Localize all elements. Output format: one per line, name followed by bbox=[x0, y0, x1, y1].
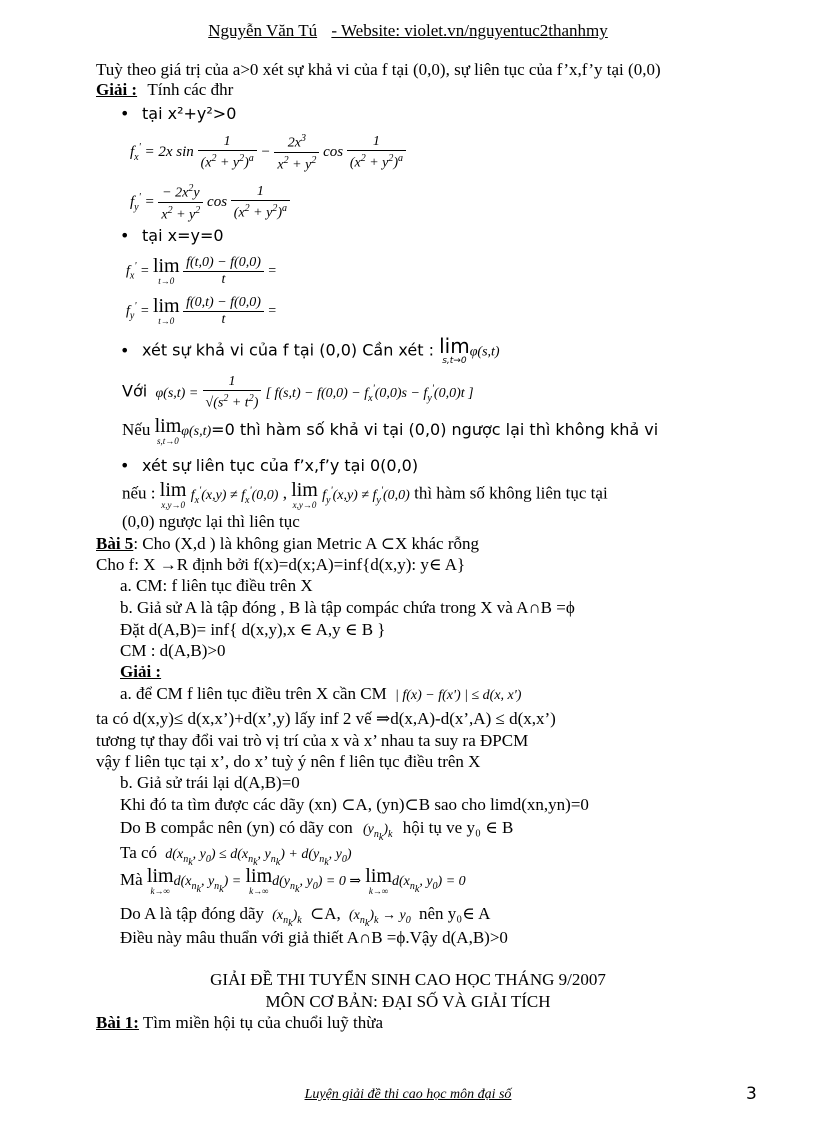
problem5-solution-label: Giải : bbox=[120, 662, 162, 681]
header-author: Nguyễn Văn Tú bbox=[208, 21, 318, 40]
sol-b-l5: Mà lim k→∞ $d(x_{n_k}$, $y_{n_k}$) = lim k→∞ $d(y_{n_k}$, $y_0) = 0$ ⇒ lim k→∞ $d(x_{n_k}$, $y_0) = 0$ bbox=[120, 865, 466, 897]
sol-b-l1: b. Giả sử trái lại d(A,B)=0 bbox=[120, 773, 300, 792]
neu2-continuation: (0,0) ngược lại thì liên tục bbox=[122, 512, 300, 531]
sol-b-l3-tail: hội tụ ve y₀ ∈ B bbox=[402, 818, 514, 837]
sol-b-l3-text: Do B compắc nên (yn) có dãy con bbox=[120, 818, 353, 837]
bai1-line bbox=[96, 1013, 383, 1033]
section-title-2: MÔN CƠ BẢN: ĐẠI SỐ VÀ GIẢI TÍCH bbox=[265, 992, 551, 1011]
case1-bullet: • tại x²+y²>0 bbox=[120, 104, 237, 123]
sol-b-l4: Ta có $d(x_{n_k}$, $y_0) \le d(x_{n_k}$, $y_{n_k}) + d(y_{n_k}$, $y_0$) bbox=[120, 843, 352, 868]
case1-text: tại x²+y²>0 bbox=[142, 104, 237, 123]
formula-fy-partial: $f_y'$ = $\frac{- 2x^2y}{x^2 + y^2}$ cos $\frac{1}{(x^2 + y^2)^a}$ bbox=[130, 178, 290, 228]
problem5-text: : Cho (X,d ) là không gian Metric A ⊂X khác rỗng bbox=[133, 534, 479, 553]
bullet3-text: xét sự khả vi của f tại (0,0) Cần xét : bbox=[142, 340, 434, 360]
formula-fy-limit: $f_y'$ = lim t→0 $\frac{f(0,t) - f(0,0)}{t}$ = bbox=[126, 294, 277, 327]
solution-label: Giải : bbox=[96, 80, 138, 99]
problem5-label: Bài 5 bbox=[96, 534, 134, 553]
problem5-item-b: b. Giả sử A là tập đóng , B là tập compác chứa trong X và A∩B =ϕ bbox=[120, 598, 575, 617]
sol-b-l2: Khi đó ta tìm được các dãy (xn) ⊂A, (yn)⊂B sao cho limd(xn,yn)=0 bbox=[120, 795, 589, 814]
formula-fx-partial: $f_x' = 2x$ sin $\frac{1}{(x^2 + y^2)^a}$ − $\frac{2x^3}{x^2 + y^2}$ cos $\frac{1}{(x^2 + y^2)^a}$ bbox=[130, 128, 406, 178]
sol-b-l7: Điều này mâu thuẩn với giả thiết A∩B =ϕ.Vậy d(A,B)>0 bbox=[120, 928, 508, 947]
sol-a-l2: tương tự thay đổi vai trò vị trí của x và x’ nhau ta suy ra ĐPCM bbox=[96, 731, 529, 750]
neu2-conclusion: thì hàm số không liên tục tại bbox=[414, 483, 608, 503]
sol-a-text: a. để CM f liên tục điều trên X cần CM bbox=[120, 684, 387, 703]
section-title-1: GIẢI ĐỀ THI TUYỂN SINH CAO HỌC THÁNG 9/2007 bbox=[210, 970, 606, 989]
sol-b-l6: Do A là tập đóng dãy $(x_{n_k})_k$ ⊂A, $(x_{n_k})_k \to y_0$ nên y₀∈ A bbox=[120, 904, 491, 929]
case2-text: tại x=y=0 bbox=[142, 226, 224, 245]
problem5-item-b3: CM : d(A,B)>0 bbox=[120, 641, 226, 660]
problem5-item-a: a. CM: f liên tục điều trên X bbox=[120, 576, 313, 595]
case2-bullet: • tại x=y=0 bbox=[120, 226, 224, 245]
header-website: - Website: violet.vn/nguyentuc2thanhmy bbox=[331, 21, 608, 40]
bai1-text: Tìm miền hội tụ của chuổi luỹ thừa bbox=[138, 1013, 384, 1032]
neu2-line: nếu : lim x,y→0 $f_x'(x,y) \ne f_x'(0,0)$ , lim x,y→0 $f_y'(x,y) \ne f_y'(0,0)$ thì hàm số không liên tục tại bbox=[122, 478, 608, 510]
neu2-label: nếu : bbox=[122, 483, 156, 503]
problem5-item-b2: Đặt d(A,B)= inf{ d(x,y),x ∈ A,y ∈ B } bbox=[120, 620, 386, 639]
neu-line: Nếu lim s,t→0 φ(s,t)=0 thì hàm số khả vi tại (0,0) ngược lại thì không khả vi bbox=[122, 415, 659, 447]
sol-a-l3: vậy f liên tục tại x’, do x’ tuỳ ý nên f liên tục điều trên X bbox=[96, 752, 481, 771]
solution-intro: Tính các đhr bbox=[147, 80, 234, 99]
page-header bbox=[0, 21, 816, 41]
sol-b-l6-tail: nên y₀∈ A bbox=[418, 904, 491, 923]
neu-conclusion: =0 thì hàm số khả vi tại (0,0) ngược lại thì không khả vi bbox=[211, 420, 659, 439]
footer-text: Luyện giải đề thi cao học môn đại số bbox=[304, 1087, 512, 1102]
sol-a-l1: ta có d(x,y)≤ d(x,x’)+d(x’,y) lấy inf 2 vế ⇒d(x,A)-d(x’,A) ≤ d(x,x’) bbox=[96, 709, 556, 728]
ta-co-label: Ta có bbox=[120, 843, 158, 862]
problem5-statement bbox=[96, 534, 479, 554]
sol-b-l6-text: Do A là tập đóng dãy bbox=[120, 904, 265, 923]
page-number: 3 bbox=[746, 1084, 757, 1104]
voi-line: Với φ(s,t) = $\frac{1}{√(s^2 + t^2)}$ [ $f(s,t) - f(0,0) - f_x'(0,0)s - f_y'(0,0)t$ ] bbox=[122, 373, 474, 411]
problem4-solution bbox=[96, 80, 233, 100]
bullet3: • xét sự khả vi của f tại (0,0) Cần xét : lim s,t→0 φ(s,t) bbox=[120, 334, 500, 366]
problem4-statement: Tuỳ theo giá trị của a>0 xét sự khả vi của f tại (0,0), sự liên tục của f’x,f’y tại (0,0) bbox=[96, 60, 661, 79]
sol-a-line: a. để CM f liên tục điều trên X cần CM | f(x) − f(x') | ≤ d(x, x') bbox=[120, 684, 522, 703]
problem5-line2: Cho f: X →R định bởi f(x)=d(x;A)=inf{d(x,y): y∈ A} bbox=[96, 555, 466, 574]
formula-fx-limit: $f_x'$ = lim t→0 $\frac{f(t,0) - f(0,0)}{t}$ = bbox=[126, 254, 277, 287]
neu-label: Nếu bbox=[122, 420, 151, 439]
ma-label: Mà bbox=[120, 870, 143, 889]
sol-b-l3: Do B compắc nên (yn) có dãy con $(y_{n_k})_k$ hội tụ ve y₀ ∈ B bbox=[120, 818, 514, 843]
bullet4-text: xét sự liên tục của f’x,f’y tại 0(0,0) bbox=[142, 456, 419, 475]
voi-label: Với bbox=[122, 381, 148, 401]
bai1-label: Bài 1: bbox=[96, 1013, 139, 1032]
bullet4: • xét sự liên tục của f’x,f’y tại 0(0,0) bbox=[120, 456, 419, 475]
